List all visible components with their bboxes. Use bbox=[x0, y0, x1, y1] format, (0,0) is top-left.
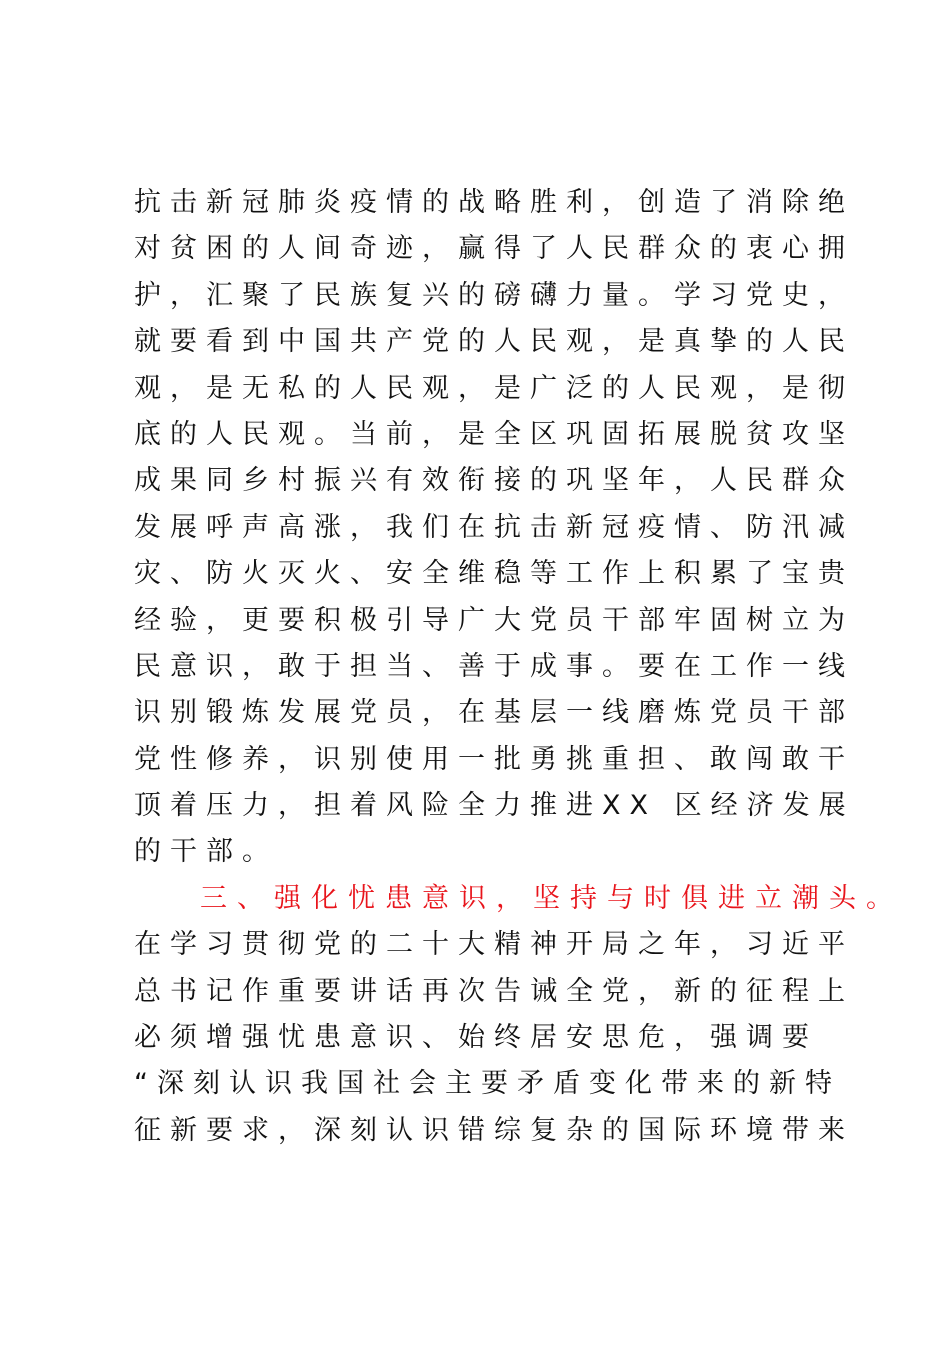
text-line: 发展呼声高涨，我们在抗击新冠疫情、防汛减 bbox=[134, 511, 854, 543]
text-line: 经验，更要积极引导广大党员干部牢固树立为 bbox=[134, 604, 854, 636]
text-line: 在学习贯彻党的二十大精神开局之年，习近平 bbox=[134, 929, 854, 961]
text-line: 顶着压力，担着风险全力推进XX 区经济发展 bbox=[134, 790, 855, 822]
text-line: 民意识，敢于担当、善于成事。要在工作一线 bbox=[134, 650, 854, 682]
text-line: 观，是无私的人民观，是广泛的人民观，是彻 bbox=[134, 372, 854, 404]
text-line: 识别锻炼发展党员，在基层一线磨炼党员干部 bbox=[134, 697, 854, 729]
text-line: “深刻认识我国社会主要矛盾变化带来的新特 bbox=[134, 1068, 841, 1100]
text-line: 就要看到中国共产党的人民观，是真挚的人民 bbox=[134, 326, 854, 358]
document-body bbox=[134, 180, 903, 1154]
text-line: 灾、防火灭火、安全维稳等工作上积累了宝贵 bbox=[134, 558, 854, 590]
text-line: 的干部。 bbox=[134, 836, 278, 868]
text-line: 抗击新冠肺炎疫情的战略胜利，创造了消除绝 bbox=[134, 187, 854, 218]
text-line: 总书记作重要讲话再次告诫全党，新的征程上 bbox=[134, 975, 854, 1007]
text-line: 成果同乡村振兴有效衔接的巩坚年，人民群众 bbox=[134, 465, 854, 497]
text-line: 护，汇聚了民族复兴的磅礴力量。学习党史， bbox=[134, 279, 854, 311]
text-line: 底的人民观。当前，是全区巩固拓展脱贫攻坚 bbox=[134, 418, 854, 450]
text-line: 必须增强忧患意识、始终居安思危，强调要 bbox=[134, 1022, 818, 1054]
text-line: 对贫困的人间奇迹，赢得了人民群众的衷心拥 bbox=[134, 233, 854, 265]
section-heading: 三、强化忧患意识，坚持与时俱进立潮头。 bbox=[200, 882, 903, 914]
text-line: 征新要求，深刻认识错综复杂的国际环境带来 bbox=[134, 1114, 854, 1146]
text-line: 党性修养，识别使用一批勇挑重担、敢闯敢干 bbox=[134, 743, 854, 775]
